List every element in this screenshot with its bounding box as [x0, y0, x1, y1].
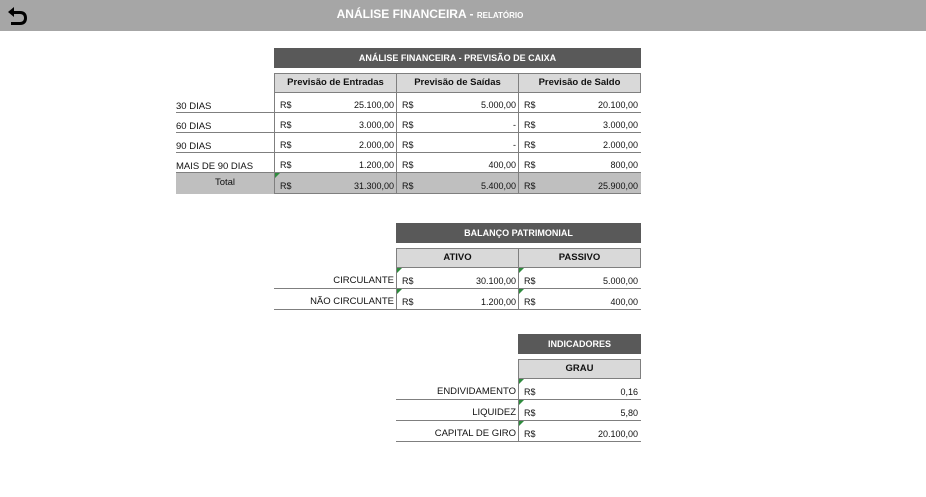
currency-label: R$	[524, 100, 536, 110]
cell-saidas-30[interactable]	[396, 93, 519, 113]
cell-saidas-mais-90[interactable]	[396, 153, 519, 173]
cell-ativo-nao-circulante[interactable]	[396, 289, 519, 310]
col-header-saidas: Previsão de Saídas	[396, 73, 519, 93]
row-label-endividamento: ENDIVIDAMENTO	[396, 379, 518, 400]
currency-label: R$	[402, 297, 414, 307]
currency-label: R$	[402, 140, 414, 150]
comment-marker	[519, 268, 524, 273]
comment-marker	[519, 421, 524, 426]
col-header-grau: GRAU	[518, 359, 641, 379]
cell-value: 1.200,00	[480, 297, 516, 307]
cell-value: 5.000,00	[480, 100, 516, 110]
col-header-entradas: Previsão de Entradas	[274, 73, 397, 93]
currency-label: R$	[402, 276, 414, 286]
cell-value: 3.000,00	[602, 120, 638, 130]
cell-entradas-30[interactable]	[274, 93, 397, 113]
currency-label: R$	[402, 160, 414, 170]
row-label-capital-de-giro: CAPITAL DE GIRO	[396, 421, 518, 442]
comment-marker	[519, 379, 524, 384]
cell-value: 0,16	[620, 387, 638, 397]
page-title-subtitle: RELATÓRIO	[476, 11, 524, 20]
currency-label: R$	[524, 276, 536, 286]
cell-saldo-60[interactable]	[518, 113, 641, 133]
currency-label: R$	[524, 140, 536, 150]
currency-label: R$	[524, 297, 536, 307]
row-label-60-dias: 60 DIAS	[176, 116, 274, 133]
cell-saldo-30[interactable]	[518, 93, 641, 113]
cell-value: 20.100,00	[597, 100, 638, 110]
cell-value: 25.100,00	[353, 100, 394, 110]
cell-value: -	[513, 140, 516, 150]
cell-saidas-60[interactable]	[396, 113, 519, 133]
cell-saldo-90[interactable]	[518, 133, 641, 153]
currency-label: R$	[280, 100, 292, 110]
currency-label: R$	[524, 429, 536, 439]
cell-entradas-mais-90[interactable]	[274, 153, 397, 173]
row-label-nao-circulante: NÃO CIRCULANTE	[274, 289, 396, 310]
comment-marker	[397, 268, 402, 273]
cell-value: 400,00	[610, 297, 638, 307]
currency-label: R$	[280, 160, 292, 170]
cell-value: 25.900,00	[597, 181, 638, 191]
cell-saldo-total[interactable]	[518, 173, 641, 194]
comment-marker	[397, 289, 402, 294]
cell-entradas-90[interactable]	[274, 133, 397, 153]
cell-passivo-circulante[interactable]	[518, 268, 641, 289]
currency-label: R$	[524, 160, 536, 170]
balance-title: BALANÇO PATRIMONIAL	[396, 223, 641, 243]
cell-value: 400,00	[488, 160, 516, 170]
row-label-circulante: CIRCULANTE	[274, 268, 396, 289]
row-label-mais-90-dias: MAIS DE 90 DIAS	[176, 156, 274, 173]
row-label-30-dias: 30 DIAS	[176, 96, 274, 113]
col-header-saldo: Previsão de Saldo	[518, 73, 641, 93]
currency-label: R$	[280, 140, 292, 150]
cell-saidas-total[interactable]	[396, 173, 519, 194]
row-label-total: Total	[176, 173, 274, 194]
cash-forecast-title: ANÁLISE FINANCEIRA - PREVISÃO DE CAIXA	[274, 48, 641, 68]
cell-value: 5.000,00	[602, 276, 638, 286]
comment-marker	[519, 289, 524, 294]
currency-label: R$	[402, 100, 414, 110]
cell-value: 2.000,00	[358, 140, 394, 150]
cell-value: 30.100,00	[475, 276, 516, 286]
cell-endividamento[interactable]	[518, 379, 641, 400]
page-title-main: ANÁLISE FINANCEIRA -	[336, 7, 477, 21]
page-title	[0, 0, 860, 31]
cell-saidas-90[interactable]	[396, 133, 519, 153]
cell-value: 31.300,00	[353, 181, 394, 191]
cell-value: 20.100,00	[597, 429, 638, 439]
currency-label: R$	[402, 120, 414, 130]
cell-entradas-60[interactable]	[274, 113, 397, 133]
cell-capital-de-giro[interactable]	[518, 421, 641, 442]
cell-value: 2.000,00	[602, 140, 638, 150]
cell-value: -	[513, 120, 516, 130]
currency-label: R$	[402, 181, 414, 191]
currency-label: R$	[524, 387, 536, 397]
title-bar	[0, 0, 926, 31]
currency-label: R$	[280, 181, 292, 191]
indicators-title: INDICADORES	[518, 334, 641, 354]
cell-entradas-total[interactable]	[274, 173, 397, 194]
cell-saldo-mais-90[interactable]	[518, 153, 641, 173]
cell-value: 1.200,00	[358, 160, 394, 170]
col-header-passivo: PASSIVO	[518, 248, 641, 268]
cell-passivo-nao-circulante[interactable]	[518, 289, 641, 310]
cell-value: 3.000,00	[358, 120, 394, 130]
cell-ativo-circulante[interactable]	[396, 268, 519, 289]
comment-marker	[275, 173, 280, 178]
comment-marker	[519, 400, 524, 405]
cell-value: 5,80	[620, 408, 638, 418]
row-label-liquidez: LIQUIDEZ	[396, 400, 518, 421]
currency-label: R$	[524, 181, 536, 191]
row-label-90-dias: 90 DIAS	[176, 136, 274, 153]
currency-label: R$	[280, 120, 292, 130]
col-header-ativo: ATIVO	[396, 248, 519, 268]
cell-value: 5.400,00	[480, 181, 516, 191]
cell-liquidez[interactable]	[518, 400, 641, 421]
currency-label: R$	[524, 120, 536, 130]
cell-value: 800,00	[610, 160, 638, 170]
currency-label: R$	[524, 408, 536, 418]
